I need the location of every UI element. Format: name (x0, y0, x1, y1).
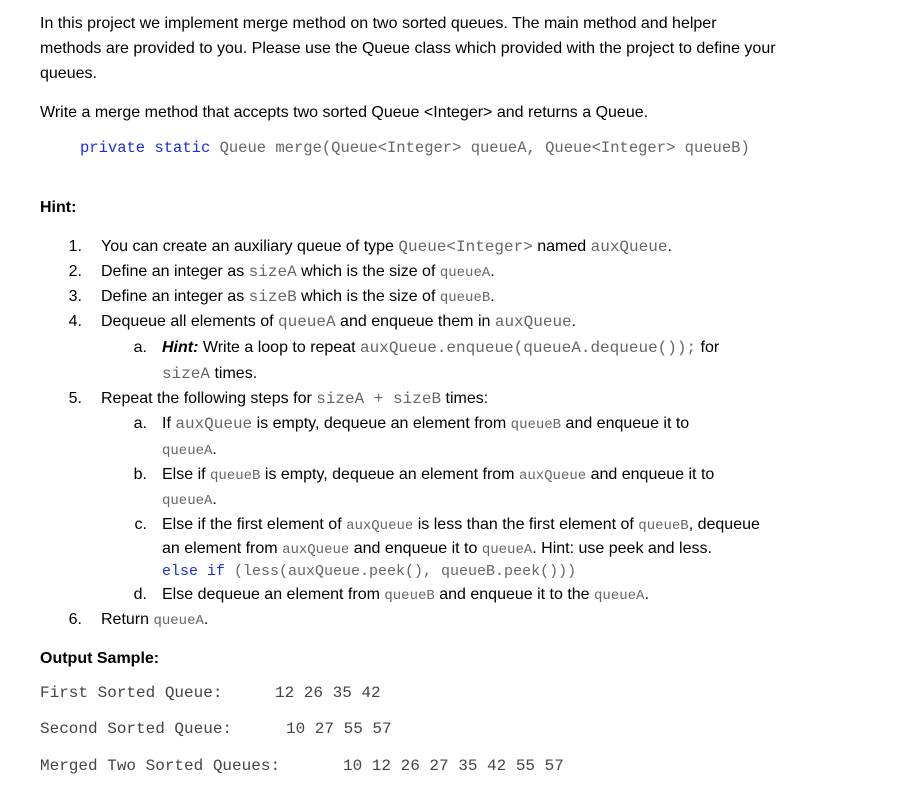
step-4-number: 4. (68, 313, 82, 330)
step-4-code-queue: queueA (278, 313, 336, 331)
step-4a-text: Hint: Write a loop to repeat auxQueue.enqueue(queueA.dequeue()); for (162, 339, 720, 357)
output-merged-row (40, 757, 564, 775)
output-first-row (40, 684, 381, 702)
step-5c-code-queuea: queueA (481, 542, 533, 558)
step-5a-code-queueb: queueB (510, 417, 562, 433)
step-5d-text: Else dequeue an element from queueB and enqueue it to the queueA. (162, 586, 649, 604)
signature-rest: Queue merge(Queue<Integer> queueA, Queue<Integer> queueB) (219, 139, 750, 157)
intro-line-3: queues. (40, 65, 97, 82)
step-4a-hint-label: Hint: (162, 339, 199, 356)
signature-keyword-static: static (154, 139, 211, 157)
step-6-code-queuea: queueA (153, 613, 204, 629)
step-5d-code-queueb: queueB (384, 588, 435, 604)
step-3-code-queue: queueB (439, 290, 491, 306)
step-5d-letter: d. (133, 586, 147, 603)
step-6-text: Return queueA. (101, 611, 209, 629)
output-heading: Output Sample: (40, 650, 160, 667)
intro-line-4: Write a merge method that accepts two sorted Queue <Integer> and returns a Queue. (40, 104, 649, 121)
step-4-text: Dequeue all elements of queueA and enqueue them in auxQueue. (101, 313, 577, 331)
step-5b-code-queueb: queueB (210, 468, 261, 484)
intro-line-1: In this project we implement merge method on two sorted queues. The main method and helper (40, 15, 717, 32)
step-5b-text-cont: queueA. (162, 491, 217, 509)
output-merged-label: Merged Two Sorted Queues: (40, 757, 281, 775)
step-5b-letter: b. (133, 466, 147, 483)
step-5a-text-cont: queueA. (162, 441, 217, 459)
step-5-text: Repeat the following steps for sizeA + sizeB times: (101, 390, 489, 408)
step-5b-code-aux: auxQueue (518, 468, 587, 484)
step-5b-code-queuea: queueA (162, 493, 213, 509)
signature-keyword-private: private (80, 139, 146, 157)
step-5c-code-queueb: queueB (638, 518, 689, 534)
step-3-code-size: sizeB (248, 288, 297, 306)
step-5-code-sum: sizeA + sizeB (316, 390, 442, 408)
step-3-text: Define an integer as sizeB which is the size of queueB. (101, 288, 495, 306)
step-5c-code-line (162, 562, 576, 582)
step-1-number: 1. (68, 238, 82, 255)
step-5a-text: If auxQueue is empty, dequeue an element from queueB and enqueue it to (162, 415, 690, 433)
step-4a-code-size: sizeA (162, 365, 211, 383)
intro-line-2: methods are provided to you. Please use the Queue class which provided with the project to define your (40, 40, 776, 57)
step-5c-code-condition: (less(auxQueue.peek(), queueB.peek())) (225, 563, 577, 580)
step-6-number: 6. (68, 611, 82, 628)
step-3-number: 3. (68, 288, 82, 305)
step-5c-code-keyword: else if (162, 563, 226, 580)
step-4-code-aux: auxQueue (494, 313, 572, 331)
step-5c-text: Else if the first element of auxQueue is less than the first element of queueB, dequeue (162, 516, 760, 534)
step-5c-text-cont: an element from auxQueue and enqueue it to queueA. Hint: use peek and less. (162, 540, 712, 558)
output-second-label: Second Sorted Queue: (40, 720, 233, 738)
step-5b-text: Else if queueB is empty, dequeue an element from auxQueue and enqueue it to (162, 466, 715, 484)
output-merged-values: 10 12 26 27 35 42 55 57 (343, 757, 564, 775)
hint-heading: Hint: (40, 199, 77, 216)
step-1-code-type: Queue<Integer> (398, 238, 533, 256)
step-5-number: 5. (68, 390, 82, 407)
step-1-code-aux: auxQueue (590, 238, 668, 256)
step-2-code-size: sizeA (248, 263, 297, 281)
output-second-row (40, 720, 392, 738)
step-4a-code-loop: auxQueue.enqueue(queueA.dequeue()); (360, 339, 697, 357)
step-5c-letter: c. (134, 516, 147, 533)
step-5c-code-aux-2: auxQueue (282, 542, 350, 558)
output-second-values: 10 27 55 57 (286, 720, 392, 738)
step-2-number: 2. (68, 263, 82, 280)
step-5a-code-aux: auxQueue (175, 415, 253, 433)
step-5a-code-queuea: queueA (162, 443, 213, 459)
step-2-text: Define an integer as sizeA which is the size of queueA. (101, 263, 495, 281)
method-signature (80, 138, 750, 158)
step-5d-code-queuea: queueA (594, 588, 645, 604)
step-5a-letter: a. (133, 415, 147, 432)
step-5c-code-aux: auxQueue (346, 518, 414, 534)
step-1-text: You can create an auxiliary queue of type Queue<Integer> named auxQueue. (101, 238, 672, 256)
output-first-label: First Sorted Queue: (40, 684, 223, 702)
output-first-values: 12 26 35 42 (275, 684, 381, 702)
step-4a-text-cont: sizeA times. (162, 365, 258, 383)
step-4a-letter: a. (133, 339, 147, 356)
step-2-code-queue: queueA (439, 265, 491, 281)
